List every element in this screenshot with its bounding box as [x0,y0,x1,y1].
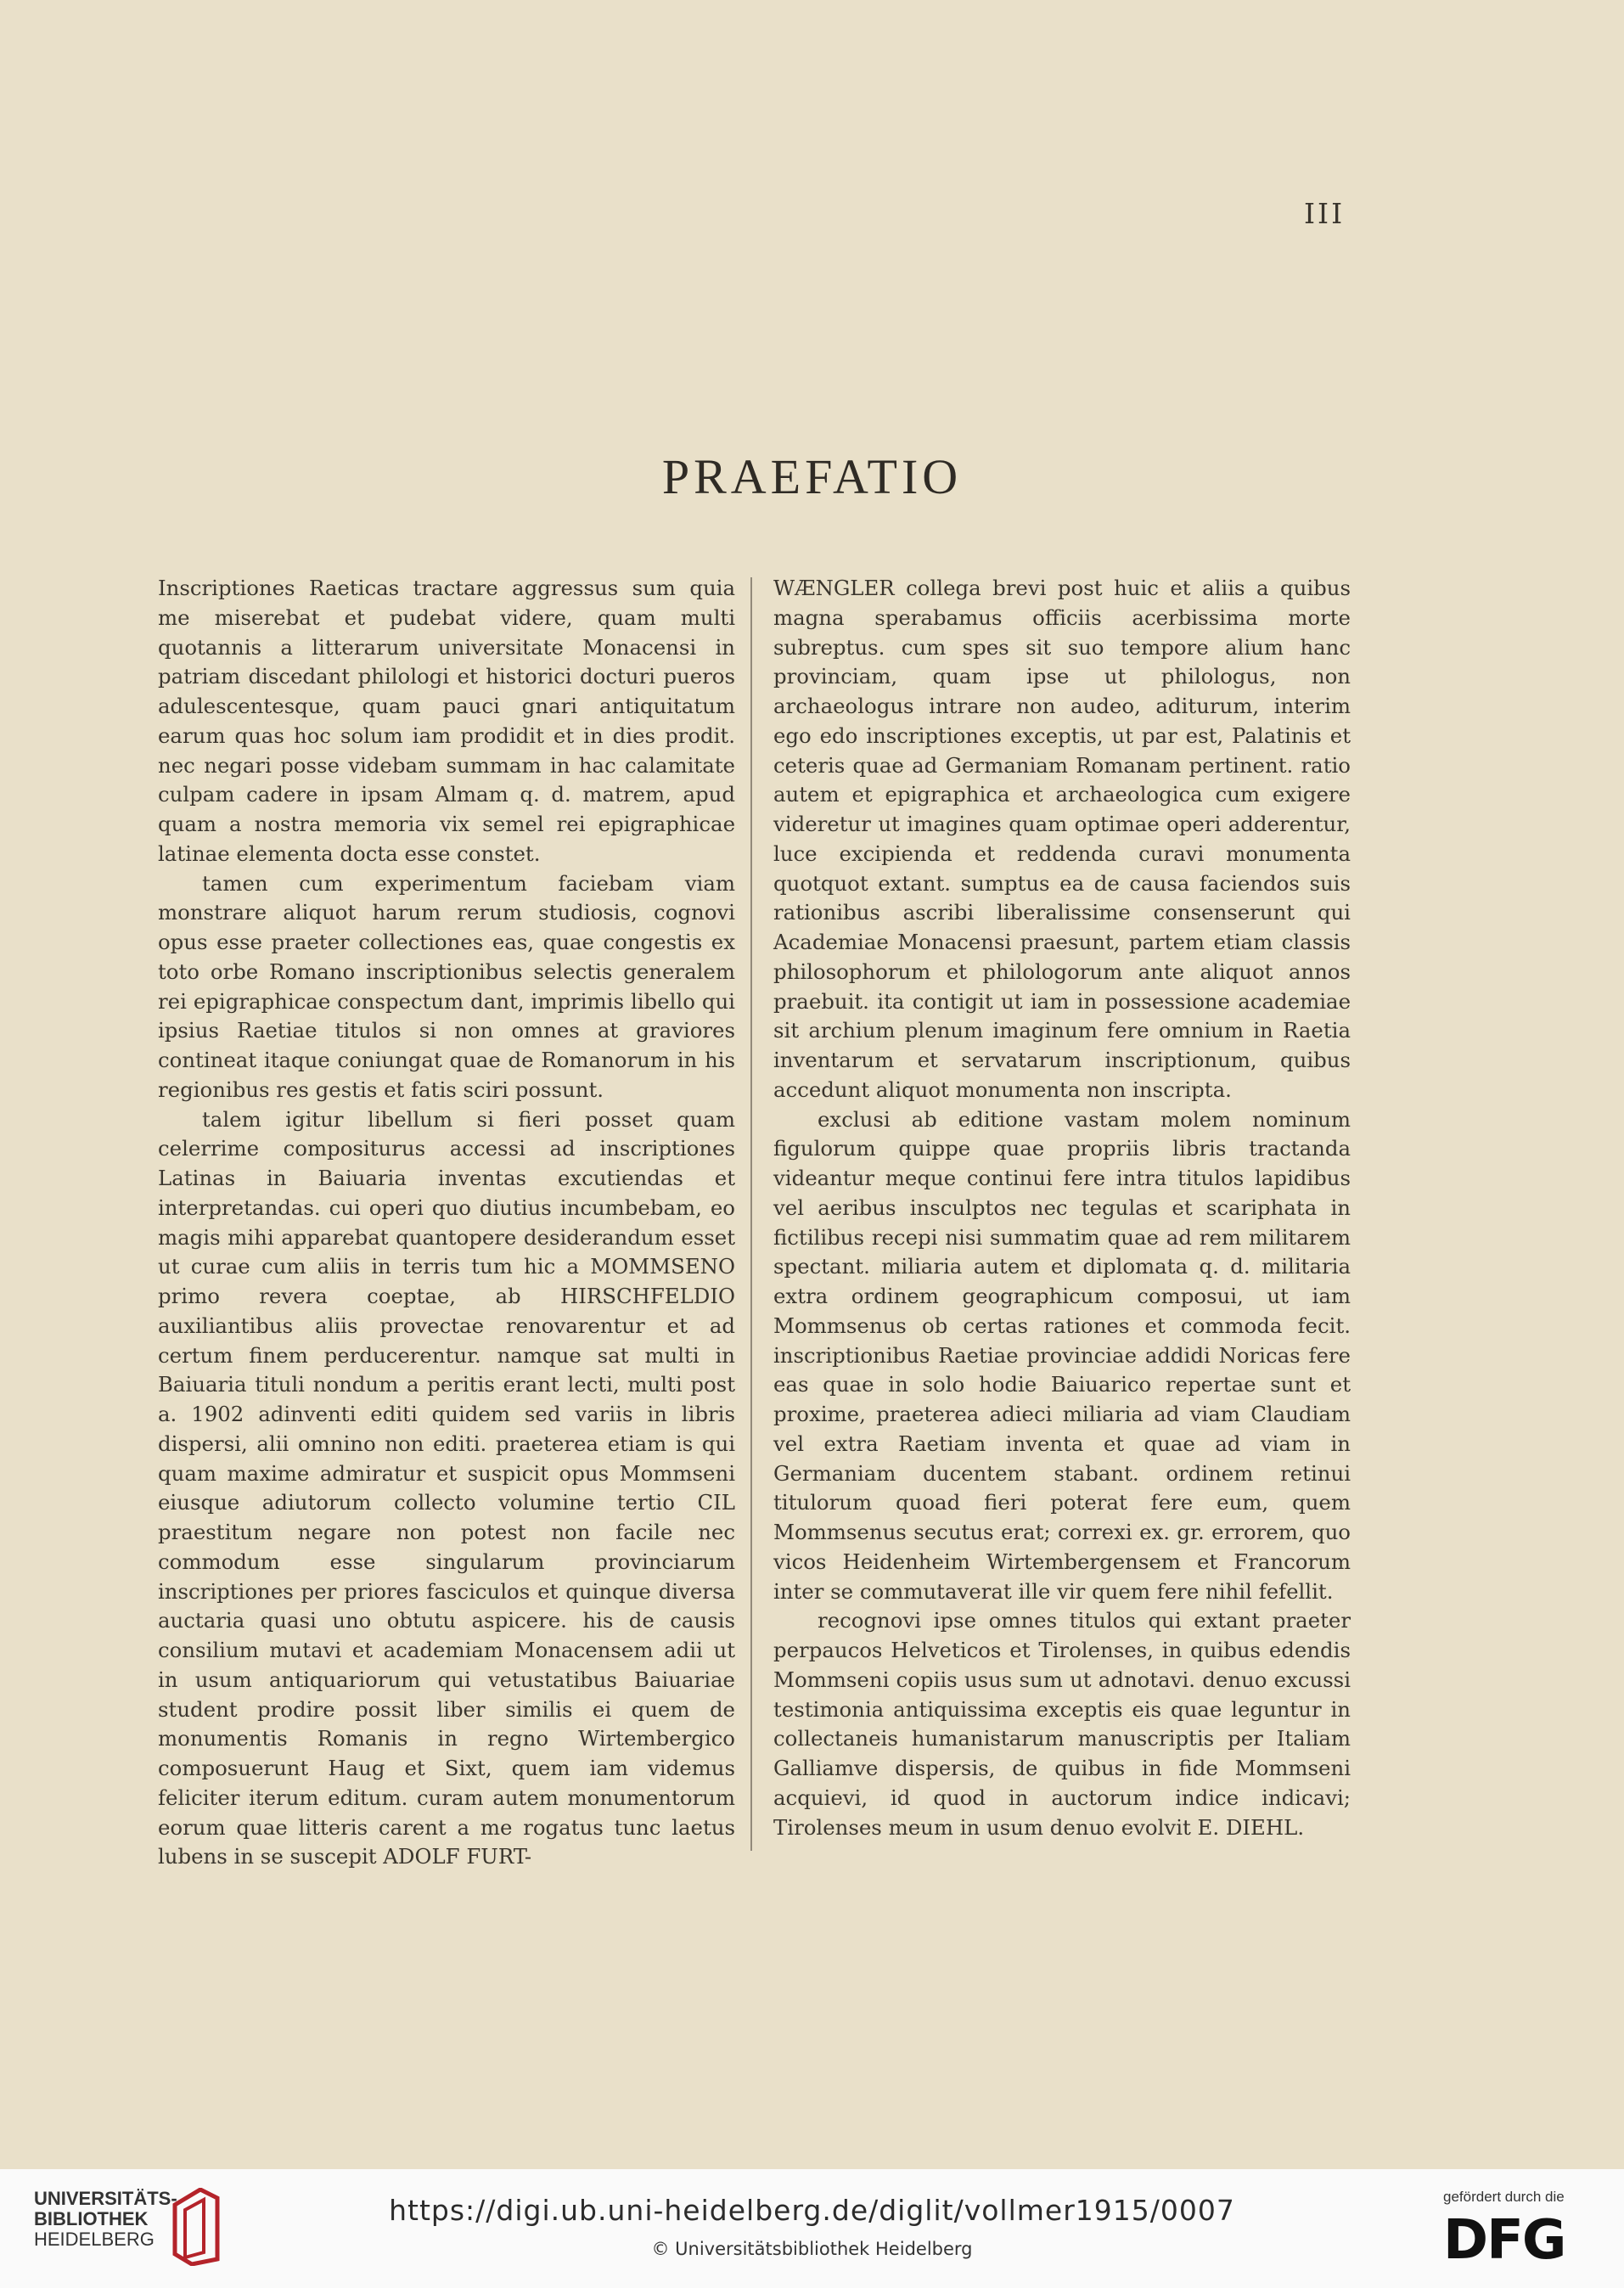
permalink-url[interactable]: https://digi.ub.uni-heidelberg.de/diglit/vollmer1915/0007 [389,2194,1235,2227]
dfg-logo[interactable]: DFG [1443,2209,1565,2272]
right-column [773,574,1351,1842]
page-number: III [1304,197,1346,230]
paragraph: WÆNGLER collega brevi post huic et aliis a quibus magna sperabamus officiis acerbissima morte subreptus. cum spes sit suo tempore alium hanc provinciam, quam ipse ut philologus, non archaeologus intrare non audeo, aditurum, interim ego edo inscriptiones exceptis, ut par est, Palatinis et ceteris quae ad Germaniam Romanam pertinent. ratio autem et epigraphica et archaeologica cum exigere videretur ut imagines quam optimae operi adderentur, luce excipienda et reddenda curavi monumenta quotquot extant. sumptus ea de causa faciendos suis rationibus ascribi liberalissime consenserunt qui Academiae Monacensi praesunt, partem etiam classis philosophorum et philologorum ante aliquot annos praebuit. ita contigit ut iam in possessione academiae sit archium plenum imaginum fere omnium in Raetia inventarum et servatarum inscriptionum, quibus accedunt aliquot monumenta non inscripta. [773,576,1351,1102]
library-name-line2: BIBLIOTHEK [34,2208,149,2229]
column-divider [750,577,752,1851]
paragraph: recognovi ipse omnes titulos qui extant praeter perpaucos Helveticos et Tirolenses, in quibus edendis Mommseni copiis usus sum ut adnotavi. denuo excussi testimonia antiquissima exceptis eis quae leguntur in collectaneis humanistarum manuscriptis per Italiam Galliamve dispersis, de quibus in fide Mommseni acquievi, id quod in auctorum indice indicavi; Tirolenses meum in usum denuo evolvit E. DIEHL. [773,1608,1351,1840]
left-column [158,574,735,1872]
paragraph: tamen cum experimentum faciebam viam monstrare aliquot harum rerum studiosis, cognovi opus esse praeter collectiones eas, quae congestis ex toto orbe Romano inscriptionibus selectis generalem rei epigraphicae conspectum dant, imprimis libello qui ipsius Raetiae titulos si non omnes at graviores contineat itaque coniungat quae de Romanorum in his regionibus res gestis et fatis sciri possunt. [158,870,735,1102]
page-title: PRAEFATIO [661,449,963,504]
paragraph: exclusi ab editione vastam molem nominum figulorum quippe quae propriis libris tractanda videantur meque continui fere intra titulos lapidibus vel aeribus insculptos nec tegulas et scariphata in fictilibus recepi nisi summatim quae ad rem militarem spectant. miliaria autem et diplomata q. d. militaria extra ordinem geographicum composui, ut iam Mommsenus ob certas rationes et commoda fecit. inscriptionibus Raetiae provinciae addidi Noricas fere eas quae in solo hodie Baiuarico repertae sunt et proxime, praeterea adieci miliaria ad viam Claudiam vel extra Raetiam inventa et quae ad viam in Germaniam ducentem stabant. ordinem retinui titulorum quoad fieri poterat fere eum, quem Mommsenus secutus erat; correxi ex. gr. errorem, quo vicos Heidenheim Wirtembergensem et Francorum inter se commutaverat ille vir quem fere nihil fefellit. [773,1106,1351,1604]
library-name-line1: UNIVERSITÄTS- [34,2188,177,2209]
footer-bar [0,2169,1624,2288]
copyright-notice: © Universitätsbibliothek Heidelberg [651,2239,973,2259]
paragraph: talem igitur libellum si fieri posset quam celerrime compositurus accessi ad inscriptiones Latinas in Baiuaria inventas excutiendas et interpretandas. cui operi quo diutius incumbebam, eo magis mihi apparebat quantopere desiderandum esset ut curae cum aliis in terris tum hic a MOMMSENO primo revera coeptae, ab HIRSCHFELDIO auxiliantibus aliis provectae renovarentur et ad certum finem perducerentur. namque sat multi in Baiuaria tituli nondum a peritis erant lecti, multi post a. 1902 adinventi editi quidem sed variis in libris dispersi, alii omnino non editi. praeterea etiam is qui quam maxime admiratur et suspicit opus Mommseni eiusque adiutorum collecto volumine tertio CIL praestitum negare non potest non facile nec commodum esse singularum provinciarum inscriptiones per priores fasciculos et quinque diversa auctaria quasi uno obtutu aspicere. his de causis consilium mutavi et academiam Monacensem adii ut in usum antiquariorum qui vetustatibus Baiuariae student prodire possit liber similis ei quem de monumentis Romanis in regno Wirtembergico composuerunt Haug et Sixt, quem iam videmus feliciter iterum editum. curam autem monumentorum eorum quae litteris carent a me rogatus tunc laetus lubens in se suscepit ADOLF FURT- [158,1106,735,1869]
funding-note: gefördert durch die [1443,2189,1565,2205]
library-name-line3: HEIDELBERG [34,2229,155,2250]
paragraph: Inscriptiones Raeticas tractare aggressus sum quia me miserebat et pudebat videre, quam multi quotannis a litterarum universitate Monacensi in patriam discedant philologi et historici docturi pueros adulescentesque, quam pauci gnari antiquitatum earum quas hoc solum iam prodidit et in dies prodit. nec negari posse videbam summam in hac calamitate culpam cadere in ipsam Almam q. d. matrem, apud quam a nostra memoria vix semel rei epigraphicae latinae elementa docta esse constet. [158,576,735,866]
